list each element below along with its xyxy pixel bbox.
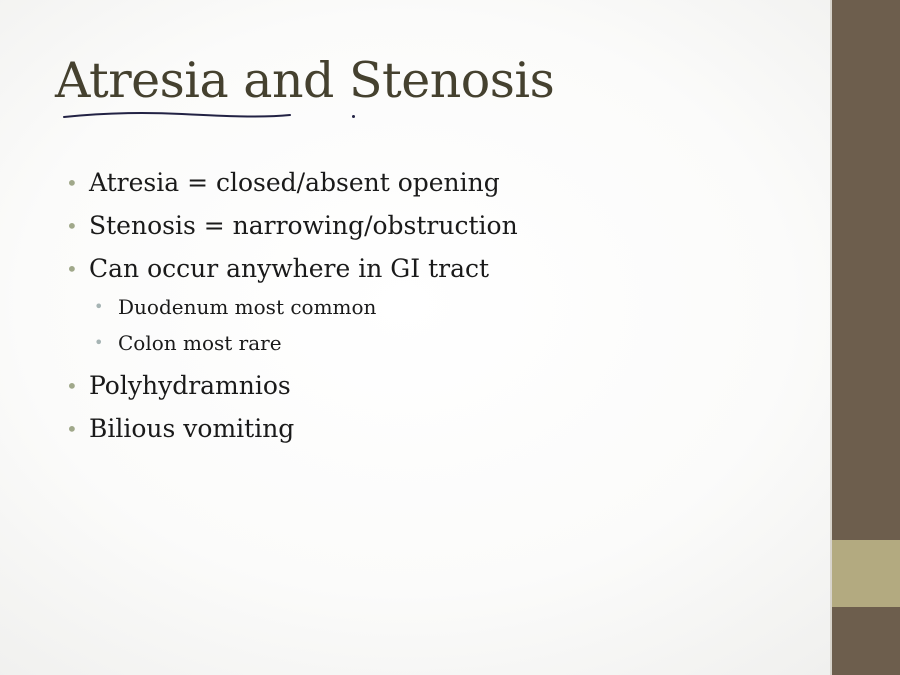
bullet-dot-icon: • xyxy=(66,171,78,195)
bullet-dot-icon: • xyxy=(66,374,78,398)
bullet-dot-icon: • xyxy=(66,257,78,281)
handwritten-underline-annotation xyxy=(62,108,362,128)
bullet-text: Can occur anywhere in GI tract xyxy=(89,254,490,283)
bullet-text: Atresia = closed/absent opening xyxy=(89,168,500,197)
sub-bullet-dot-icon: • xyxy=(94,333,104,352)
sub-bullet-text: Duodenum most common xyxy=(118,295,377,319)
slide-title: Atresia and Stenosis xyxy=(55,52,555,109)
bullet-dot-icon: • xyxy=(66,214,78,238)
ink-dot-annotation xyxy=(352,115,355,118)
bullet-dot-icon: • xyxy=(66,417,78,441)
bullet-text: Bilious vomiting xyxy=(89,414,295,443)
bullet-text: Polyhydramnios xyxy=(89,371,291,400)
decorative-sidebar xyxy=(830,0,900,675)
sub-bullet-dot-icon: • xyxy=(94,297,104,316)
sub-bullet-text: Colon most rare xyxy=(118,331,282,355)
bullet-text: Stenosis = narrowing/obstruction xyxy=(89,211,518,240)
sidebar-accent-band xyxy=(832,540,900,607)
